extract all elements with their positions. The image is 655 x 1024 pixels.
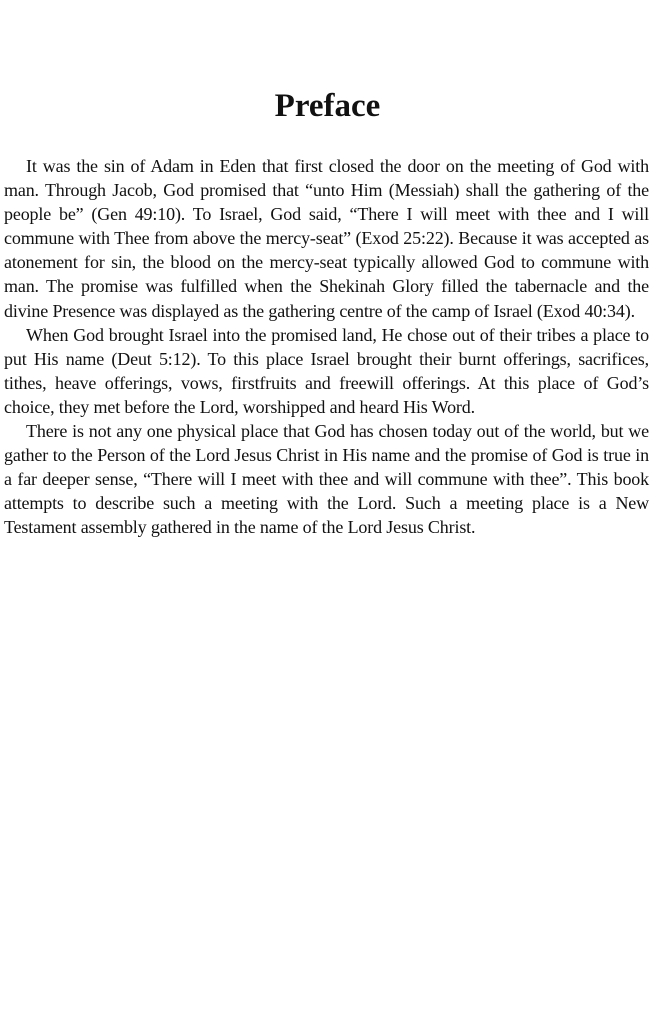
paragraph-1: It was the sin of Adam in Eden that first closed the door on the meeting of God with man. Through Jacob, God promised that “unto Him (Messiah) shall the gathering of the people be” (Gen 49:10). To Israel, God said, “There I will meet with thee and I will commune with Thee from above the mercy-seat” (Exod 25:22). Because it was accepted as atonement for sin, the blood on the mercy-seat typically allowed God to commune with man. The promise was fulfilled when the Shekinah Glory filled the tabernacle and the divine Presence was displayed as the gathering centre of the camp of Israel (Exod 40:34).: [4, 156, 649, 321]
preface-body: [4, 154, 649, 540]
paragraph-2: When God brought Israel into the promised land, He chose out of their tribes a place to put His name (Deut 5:12). To this place Israel brought their burnt offerings, sacrifices, tithes, heave offerings, vows, firstfruits and freewill offerings. At this place of God’s choice, they met before the Lord, worshipped and heard His Word.: [4, 324, 649, 417]
paragraph-3: There is not any one physical place that God has chosen today out of the world, but we gather to the Person of the Lord Jesus Christ in His name and the promise of God is true in a far deeper sense, “There will I meet with thee and will commune with thee”. This book attempts to describe such a meeting with the Lord. Such a meeting place is a New Testament assembly gathered in the name of the Lord Jesus Christ.: [4, 421, 649, 538]
page-title: Preface: [274, 88, 381, 124]
